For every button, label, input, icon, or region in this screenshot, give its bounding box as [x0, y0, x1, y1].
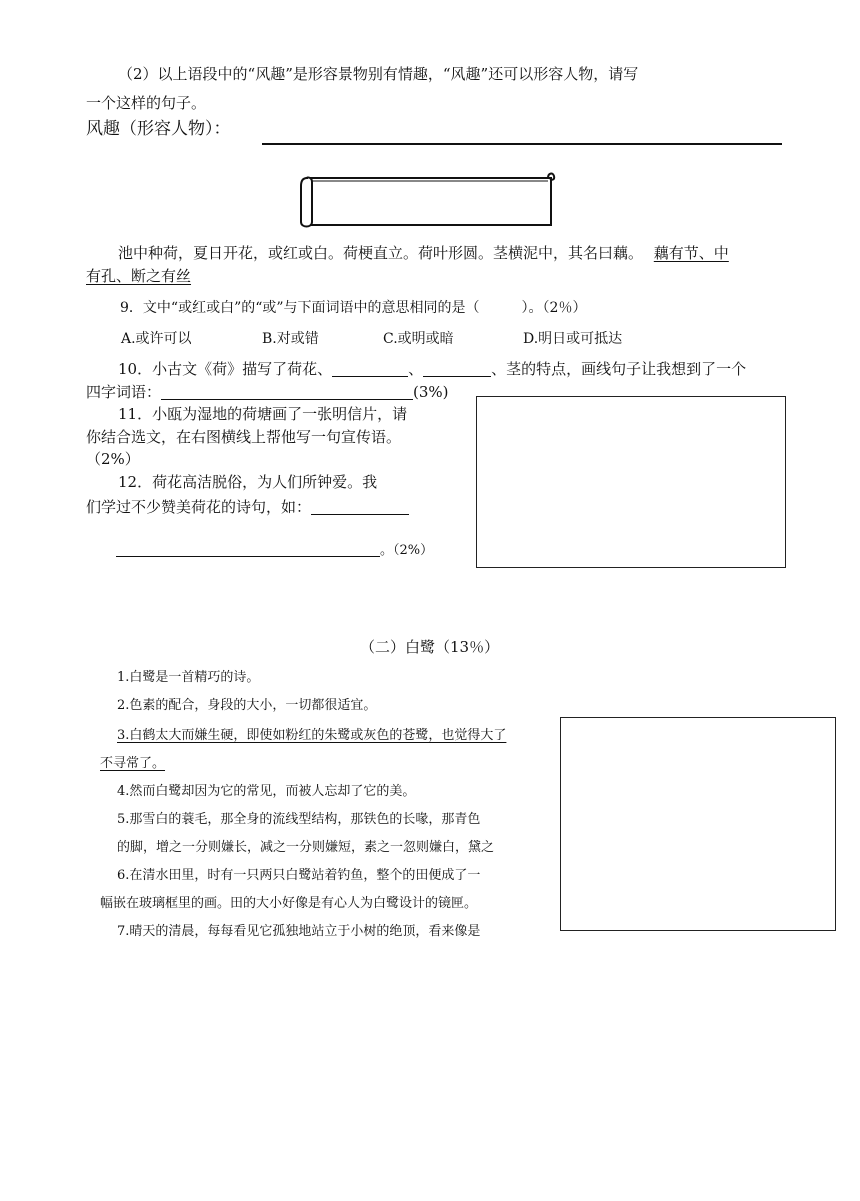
q2-line2: 一个这样的句子。 — [86, 94, 207, 112]
egret-p6-line1: 6.在清水田里，时有一只两只白鹭站着钓鱼，整个的田便成了一 — [117, 868, 481, 883]
q10-blank-3[interactable] — [161, 383, 413, 400]
scroll-banner-icon — [298, 168, 556, 230]
q12-blank-1[interactable] — [311, 498, 409, 515]
q9-option-c[interactable]: C.或明或暗 — [383, 331, 454, 347]
egret-p3-line1: 3.白鹤太大而嫌生硬，即使如粉红的朱鹭或灰色的苍鹭，也觉得大了 — [117, 728, 507, 743]
q11-line1: 11．小瓯为湿地的荷塘画了一张明信片，请 — [118, 405, 408, 423]
egret-p7-line1: 7.晴天的清晨，每每看见它孤独地站立于小树的绝顶，看来像是 — [117, 924, 481, 939]
q10-blank-1[interactable] — [332, 360, 408, 377]
q12-line3-suffix: 。（2%） — [380, 543, 434, 558]
egret-p5-line1: 5.那雪白的蓑毛，那全身的流线型结构，那铁色的长喙，那青色 — [117, 812, 481, 827]
lotus-passage-line1 — [118, 242, 729, 263]
egret-p6-line2: 幅嵌在玻璃框里的画。田的大小好像是有心人为白鹭设计的镜匣。 — [100, 896, 478, 911]
q10-score: (3%) — [413, 383, 449, 401]
q12-line3 — [116, 539, 433, 558]
q12-line2 — [86, 496, 409, 517]
q9-option-a[interactable]: A.或许可以 — [121, 331, 192, 347]
q10-part1: 10．小古文《荷》描写了荷花、 — [118, 360, 333, 378]
q10-line2-prefix: 四字词语： — [86, 383, 162, 401]
postcard-box[interactable] — [476, 396, 786, 568]
egret-p5-line2: 的脚，增之一分则嫌长，减之一分则嫌短，素之一忽则嫌白，黛之 — [117, 840, 495, 855]
egret-p3-line2: 不寻常了。 — [100, 756, 166, 771]
q10-line1 — [118, 358, 746, 379]
q10-blank-2[interactable] — [423, 360, 491, 377]
q12-line1: 12．荷花高洁脱俗，为人们所钟爱。我 — [118, 473, 378, 491]
q11-score: （2%） — [86, 450, 140, 468]
q10-sep: 、 — [408, 360, 424, 378]
q10-line2 — [86, 381, 449, 402]
lotus-passage-underlined-1: 藕有节、中 — [653, 244, 729, 262]
section2-title: （二）白鹭（13％） — [360, 638, 500, 656]
q9-text: 9．文中“或红或白”的“或”与下面词语中的意思相同的是（ ）。（2％） — [120, 300, 587, 316]
q11-line2: 你结合选文，在右图横线上帮他写一句宣传语。 — [86, 428, 402, 446]
egret-p2: 2.色素的配合，身段的大小，一切都很适宜。 — [117, 698, 377, 713]
q12-line2-prefix: 们学过不少赞美荷花的诗句，如： — [86, 498, 312, 516]
egret-p1: 1.白鹭是一首精巧的诗。 — [117, 670, 260, 685]
q9-option-d[interactable]: D.明日或可抵达 — [523, 331, 623, 347]
lotus-passage-underlined-2: 有孔、断之有丝 — [86, 267, 192, 285]
q10-part2: 、茎的特点，画线句子让我想到了一个 — [491, 360, 747, 378]
q2-prompt: 风趣（形容人物）： — [86, 119, 231, 139]
q2-answer-line[interactable] — [262, 143, 782, 145]
egret-p4: 4.然而白鹭却因为它的常见，而被人忘却了它的美。 — [117, 784, 416, 799]
egret-answer-box[interactable] — [560, 717, 836, 931]
q12-blank-2[interactable] — [116, 540, 380, 557]
lotus-passage-plain: 池中种荷，夏日开花，或红或白。荷梗直立。荷叶形圆。茎横泥中，其名曰藕。 — [118, 244, 644, 262]
q9-option-b[interactable]: B.对或错 — [262, 331, 319, 347]
q2-line1: （2）以上语段中的“风趣”是形容景物别有情趣，“风趣”还可以形容人物，请写 — [118, 65, 639, 83]
